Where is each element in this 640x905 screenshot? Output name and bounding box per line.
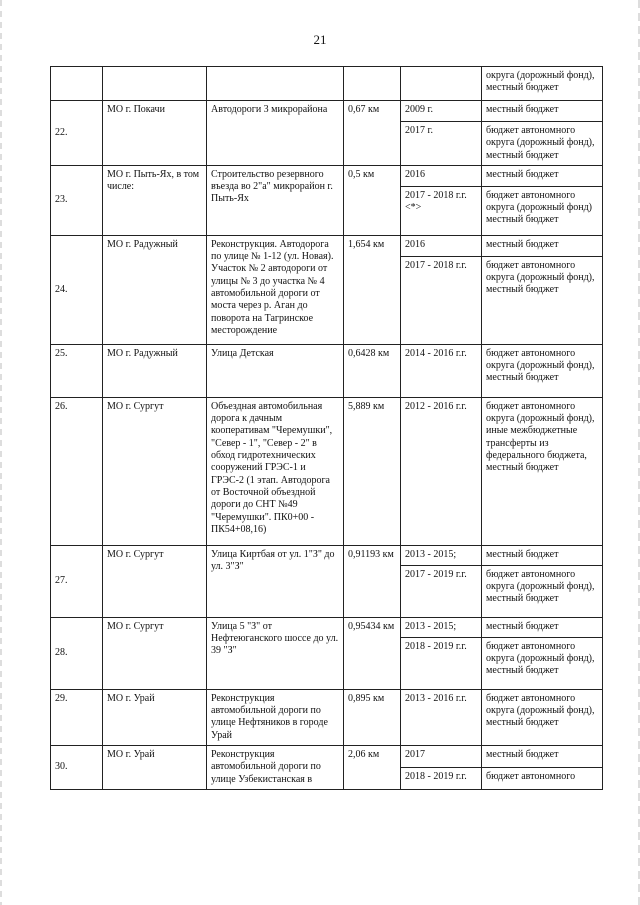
table-row: [51, 165, 603, 186]
funding-source-cell: бюджет автономного округа (дорожный фонд), местный бюджет: [482, 689, 603, 745]
municipality-cell: МО г. Радужный: [103, 344, 207, 397]
period-cell: 2017 - 2018 г.г. <*>: [401, 186, 482, 235]
table-row: [51, 67, 603, 101]
period-cell: 2016: [401, 235, 482, 256]
municipality-cell: МО г. Урай: [103, 746, 207, 790]
period-cell: 2017 - 2019 г.г.: [401, 565, 482, 617]
funding-source-cell: местный бюджет: [482, 617, 603, 637]
row-number-cell: 26.: [51, 397, 103, 545]
row-number-cell: 28.: [51, 617, 103, 689]
period-cell: 2009 г.: [401, 101, 482, 122]
table-row: [51, 101, 603, 122]
length-cell: 0,91193 км: [344, 545, 401, 617]
funding-source-cell: бюджет автономного округа (дорожный фонд), местный бюджет: [482, 344, 603, 397]
row-number-cell: 27.: [51, 545, 103, 617]
table-row: [51, 545, 603, 565]
period-cell: 2013 - 2015;: [401, 545, 482, 565]
length-cell: 0,95434 км: [344, 617, 401, 689]
road-objects-table: [50, 66, 603, 790]
funding-source-cell: бюджет автономного округа (дорожный фонд), местный бюджет: [482, 122, 603, 166]
length-cell: 2,06 км: [344, 746, 401, 790]
object-name-cell: Автодороги 3 микрорайона: [207, 101, 344, 166]
funding-source-cell: местный бюджет: [482, 545, 603, 565]
funding-source-cell: местный бюджет: [482, 101, 603, 122]
period-cell: 2012 - 2016 г.г.: [401, 397, 482, 545]
row-number-cell: 30.: [51, 746, 103, 790]
table-body: [51, 67, 603, 790]
municipality-cell: МО г. Радужный: [103, 235, 207, 344]
object-name-cell: Реконструкция. Автодорога по улице № 1-12 (ул. Новая). Участок № 2 автодороги от улицы № 3 до участка № 4 автомобильной дороги от моста через р. Аган до поворота на Тагринское месторождение: [207, 235, 344, 344]
row-number-cell: 25.: [51, 344, 103, 397]
period-cell: [401, 67, 482, 101]
row-number-cell: 23.: [51, 165, 103, 235]
object-name-cell: Улица Киртбая от ул. 1"З" до ул. 3"З": [207, 545, 344, 617]
object-name-cell: Строительство резервного въезда во 2"а" микрорайон г. Пыть-Ях: [207, 165, 344, 235]
funding-source-cell: местный бюджет: [482, 235, 603, 256]
table-row: [51, 689, 603, 745]
row-number-cell: 22.: [51, 101, 103, 166]
table-row: [51, 617, 603, 637]
object-name-cell: Реконструкция автомобильной дороги по улице Нефтяников в городе Урай: [207, 689, 344, 745]
period-cell: 2017: [401, 746, 482, 768]
row-number-cell: [51, 67, 103, 101]
length-cell: 0,895 км: [344, 689, 401, 745]
object-name-cell: Объездная автомобильная дорога к дачным кооперативам "Черемушки", "Север - 1", "Север - 2" в обход гидротехнических сооружений ГРЭС-1 и ГРЭС-2 (1 этап. Автодорога от Восточной объездной дороги до СНТ №49 "Черемушки". ПК0+00 - ПК54+08,16): [207, 397, 344, 545]
length-cell: [344, 67, 401, 101]
period-cell: 2014 - 2016 г.г.: [401, 344, 482, 397]
table-row: [51, 397, 603, 545]
row-number-cell: 29.: [51, 689, 103, 745]
table-row: [51, 344, 603, 397]
municipality-cell: МО г. Сургут: [103, 545, 207, 617]
municipality-cell: МО г. Покачи: [103, 101, 207, 166]
scan-edge-left: [0, 0, 2, 905]
municipality-cell: МО г. Сургут: [103, 397, 207, 545]
length-cell: 0,67 км: [344, 101, 401, 166]
funding-source-cell: бюджет автономного: [482, 768, 603, 790]
funding-source-cell: местный бюджет: [482, 165, 603, 186]
municipality-cell: МО г. Урай: [103, 689, 207, 745]
funding-source-cell: бюджет автономного округа (дорожный фонд), местный бюджет: [482, 637, 603, 689]
funding-source-cell: бюджет автономного округа (дорожный фонд), местный бюджет: [482, 565, 603, 617]
object-name-cell: Улица 5 "З" от Нефтеюганского шоссе до ул. 39 "З": [207, 617, 344, 689]
length-cell: 0,5 км: [344, 165, 401, 235]
funding-source-cell: округа (дорожный фонд), местный бюджет: [482, 67, 603, 101]
period-cell: 2018 - 2019 г.г.: [401, 637, 482, 689]
municipality-cell: МО г. Сургут: [103, 617, 207, 689]
period-cell: 2018 - 2019 г.г.: [401, 768, 482, 790]
funding-source-cell: местный бюджет: [482, 746, 603, 768]
object-name-cell: Реконструкция автомобильной дороги по улице Узбекистанская в: [207, 746, 344, 790]
table-row: [51, 746, 603, 768]
length-cell: 5,889 км: [344, 397, 401, 545]
object-name-cell: Улица Детская: [207, 344, 344, 397]
funding-source-cell: бюджет автономного округа (дорожный фонд), иные межбюджетные трансферты из федерального бюджета, местный бюджет: [482, 397, 603, 545]
length-cell: 0,6428 км: [344, 344, 401, 397]
municipality-cell: [103, 67, 207, 101]
page-number: 21: [313, 32, 327, 47]
length-cell: 1,654 км: [344, 235, 401, 344]
funding-source-cell: бюджет автономного округа (дорожный фонд) местный бюджет: [482, 186, 603, 235]
period-cell: 2013 - 2016 г.г.: [401, 689, 482, 745]
municipality-cell: МО г. Пыть-Ях, в том числе:: [103, 165, 207, 235]
period-cell: 2017 г.: [401, 122, 482, 166]
period-cell: 2013 - 2015;: [401, 617, 482, 637]
period-cell: 2016: [401, 165, 482, 186]
table-row: [51, 235, 603, 256]
funding-source-cell: бюджет автономного округа (дорожный фонд), местный бюджет: [482, 256, 603, 344]
object-name-cell: [207, 67, 344, 101]
period-cell: 2017 - 2018 г.г.: [401, 256, 482, 344]
row-number-cell: 24.: [51, 235, 103, 344]
